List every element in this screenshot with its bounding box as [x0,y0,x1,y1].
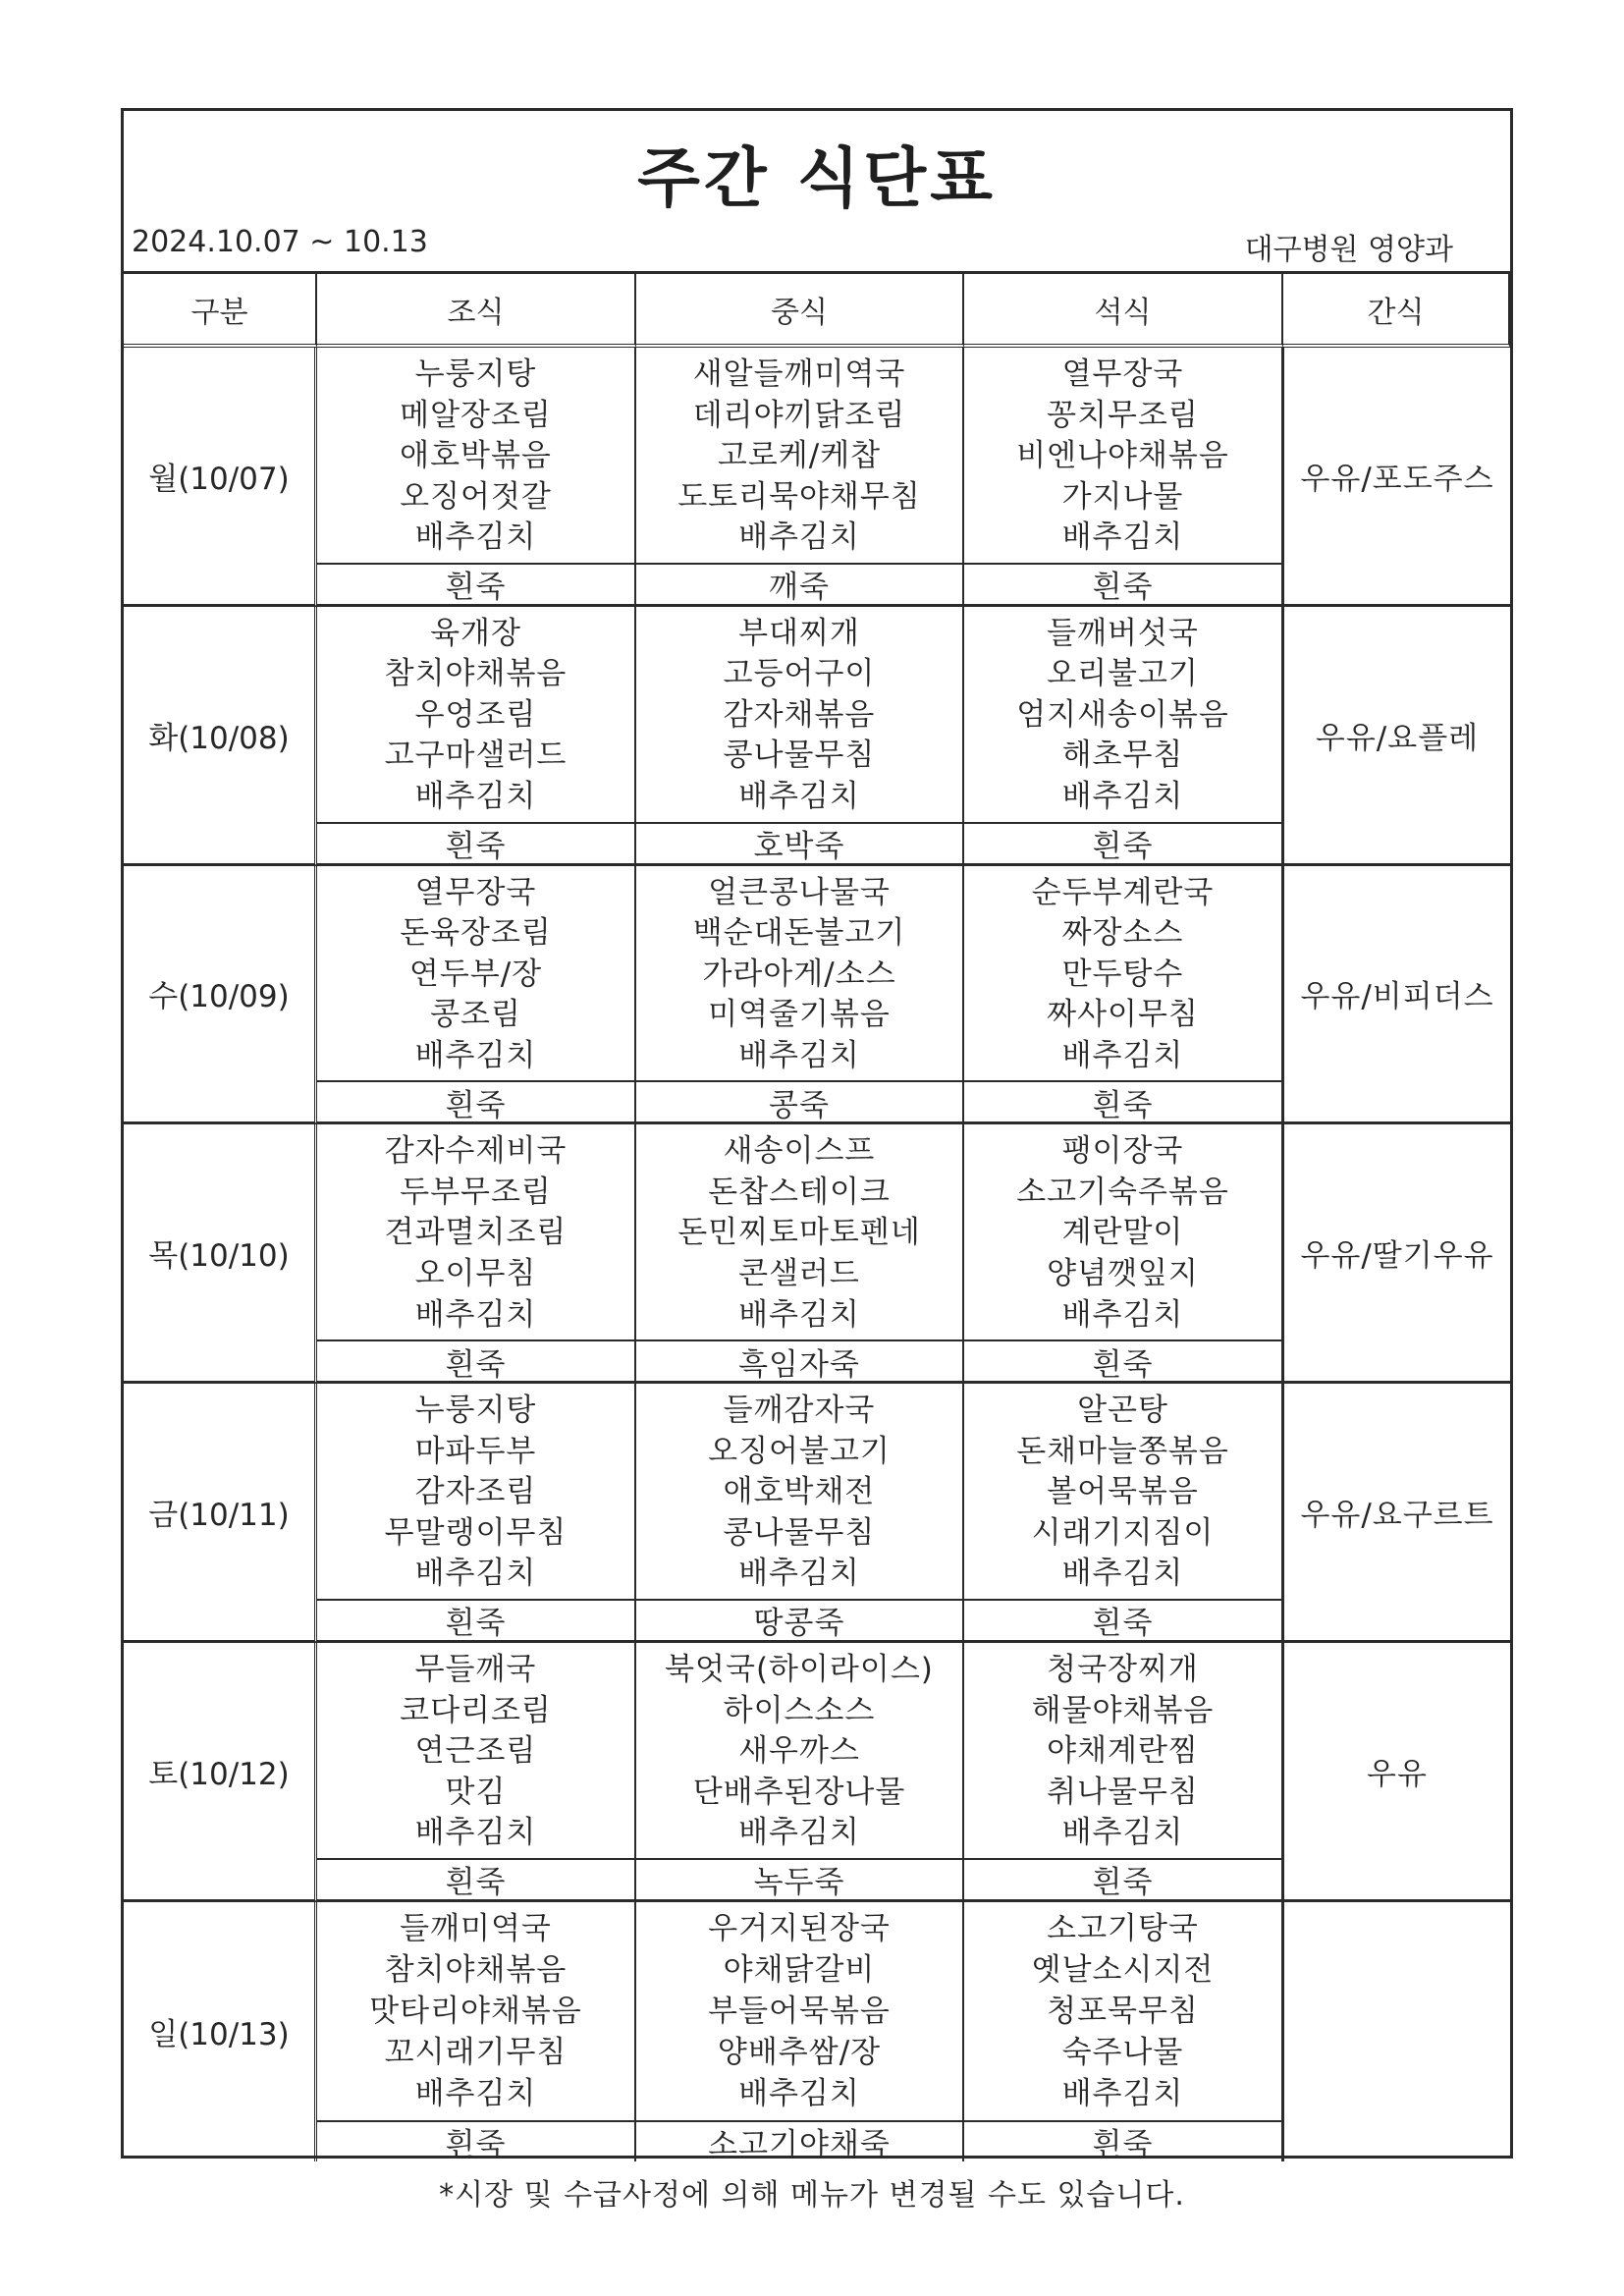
menu-item: 가라아게/소스 [702,956,896,992]
menu-item: 콩조림 [430,997,521,1033]
porridge-item: 호박죽 [636,822,962,863]
menu-item: 소고기숙주볶음 [1016,1174,1229,1210]
menu-item: 새알들깨미역국 [692,356,906,392]
breakfast-items [317,607,634,822]
breakfast-items [317,1124,634,1339]
menu-item: 연근조림 [414,1733,537,1770]
menu-item: 데리야끼닭조림 [692,397,906,433]
menu-item: 오징어불고기 [708,1433,891,1469]
dinner-cell [964,1902,1283,2161]
breakfast-cell [317,1643,636,1902]
menu-item: 감자조림 [414,1474,537,1510]
porridge-item: 흰죽 [964,563,1281,604]
footnote: *시장 및 수급사정에 의해 메뉴가 변경될 수도 있습니다. [439,2178,1185,2213]
menu-item: 비엔나야채볶음 [1016,438,1229,474]
menu-item: 배추김치 [414,778,537,814]
menu-item: 코다리조림 [400,1692,552,1728]
menu-item: 야채닭갈비 [723,1952,876,1989]
menu-item: 참치야채볶음 [384,1952,568,1989]
menu-item: 돈채마늘쫑볶음 [1016,1433,1229,1469]
menu-item: 부대찌개 [738,615,860,651]
menu-item: 도토리묵야채무침 [677,478,921,515]
menu-item: 오리불고기 [1047,656,1199,692]
menu-item: 육개장 [430,615,521,651]
menu-item: 배추김치 [738,1815,860,1851]
lunch-items [636,1643,962,1858]
snack-cell: 우유/비피더스 [1283,866,1510,1125]
menu-item: 배추김치 [1061,778,1184,814]
menu-item: 양념깻잎지 [1047,1256,1199,1292]
porridge-item: 소고기야채죽 [636,2120,962,2161]
menu-item: 무말랭이무침 [384,1514,568,1551]
menu-item: 알곤탕 [1077,1393,1168,1429]
porridge-item: 흰죽 [317,563,634,604]
breakfast-items [317,1384,634,1599]
menu-item: 새우까스 [738,1733,860,1770]
menu-item: 들깨감자국 [723,1393,876,1429]
menu-item: 배추김치 [1061,1037,1184,1073]
menu-item: 배추김치 [738,1296,860,1333]
porridge-item: 흰죽 [317,1858,634,1899]
day-label: 금(10/11) [124,1384,317,1643]
dinner-items [964,348,1281,563]
dinner-items [964,1643,1281,1858]
dinner-cell [964,866,1283,1125]
snack-cell: 우유/요구르트 [1283,1384,1510,1643]
menu-item: 콩나물무침 [723,1514,876,1551]
menu-item: 돈찹스테이크 [708,1174,891,1210]
menu-item: 배추김치 [1061,1815,1184,1851]
menu-item: 배추김치 [738,778,860,814]
menu-item: 짜장소스 [1061,915,1184,952]
porridge-item: 녹두죽 [636,1858,962,1899]
menu-item: 청국장찌개 [1047,1651,1199,1687]
breakfast-cell [317,348,636,607]
breakfast-cell [317,866,636,1125]
porridge-item: 흰죽 [964,1599,1281,1640]
porridge-item: 흰죽 [317,1080,634,1121]
menu-item: 돈육장조림 [400,915,552,952]
dinner-cell [964,607,1283,866]
menu-item: 옛날소시지전 [1031,1952,1215,1989]
menu-item: 배추김치 [414,1815,537,1851]
menu-item: 배추김치 [414,2076,537,2112]
menu-item: 들깨버섯국 [1047,615,1199,651]
breakfast-cell [317,1124,636,1384]
menu-item: 해물야채볶음 [1031,1692,1215,1728]
menu-item: 배추김치 [1061,2076,1184,2112]
period-label: 2024.10.07 ~ 10.13 [132,225,428,259]
lunch-items [636,1384,962,1599]
menu-item: 열무장국 [1061,356,1184,392]
menu-table [124,271,1510,2163]
menu-item: 볼어묵볶음 [1047,1474,1199,1510]
menu-item: 얼큰콩나물국 [708,874,891,910]
menu-item: 야채계란찜 [1047,1733,1199,1770]
porridge-item: 흰죽 [317,1339,634,1381]
day-label: 목(10/10) [124,1124,317,1384]
menu-item: 누룽지탕 [414,356,537,392]
menu-item: 누룽지탕 [414,1393,537,1429]
menu-item: 배추김치 [414,519,537,556]
breakfast-items [317,1643,634,1858]
lunch-cell [636,866,964,1125]
lunch-cell [636,348,964,607]
dinner-cell [964,1643,1283,1902]
porridge-item: 흰죽 [317,1599,634,1640]
menu-item: 북엇국(하이라이스) [665,1651,934,1687]
menu-item: 백순대돈불고기 [692,915,906,952]
day-label: 화(10/08) [124,607,317,866]
menu-item: 애호박볶음 [400,438,552,474]
lunch-cell [636,1902,964,2161]
department-label: 대구병원 영양과 [1244,233,1453,267]
menu-item: 배추김치 [1061,1556,1184,1592]
menu-item: 배추김치 [1061,1296,1184,1333]
menu-item: 무들깨국 [414,1651,537,1687]
page-title: 주간 식단표 [637,140,997,216]
breakfast-cell [317,1902,636,2161]
menu-item: 순두부계란국 [1031,874,1215,910]
header-dinner: 석식 [964,274,1283,348]
day-label: 수(10/09) [124,866,317,1125]
porridge-item: 흰죽 [317,2120,634,2161]
breakfast-items [317,1902,634,2120]
dinner-cell [964,1124,1283,1384]
menu-item: 배추김치 [414,1037,537,1073]
lunch-cell [636,1384,964,1643]
breakfast-items [317,866,634,1081]
menu-item: 가지나물 [1061,478,1184,515]
dinner-cell [964,348,1283,607]
menu-item: 해초무침 [1061,738,1184,774]
snack-cell [1283,1902,1510,2161]
lunch-items [636,348,962,563]
menu-item: 두부무조림 [400,1174,552,1210]
menu-item: 맛타리야채볶음 [369,1994,582,2030]
day-label: 토(10/12) [124,1643,317,1902]
porridge-item: 흰죽 [964,1080,1281,1121]
menu-item: 부들어묵볶음 [708,1994,891,2030]
menu-item: 돈민찌토마토펜네 [677,1215,921,1251]
menu-item: 들깨미역국 [400,1911,552,1947]
menu-item: 메알장조림 [400,397,552,433]
menu-item: 단배추된장나물 [692,1774,906,1810]
snack-cell: 우유/포도주스 [1283,348,1510,607]
menu-item: 연두부/장 [408,956,543,992]
menu-item: 우엉조림 [414,696,537,733]
menu-item: 고로케/케찹 [717,438,882,474]
dinner-cell [964,1384,1283,1643]
menu-item: 소고기탕국 [1047,1911,1199,1947]
lunch-items [636,1124,962,1339]
lunch-items [636,1902,962,2120]
menu-item: 참치야채볶음 [384,656,568,692]
menu-item: 콩나물무침 [723,738,876,774]
menu-item: 하이스소스 [723,1692,876,1728]
breakfast-cell [317,1384,636,1643]
menu-item: 양배추쌈/장 [717,2035,882,2071]
dinner-items [964,1384,1281,1599]
porridge-item: 흰죽 [317,822,634,863]
menu-item: 숙주나물 [1061,2035,1184,2071]
menu-item: 배추김치 [414,1296,537,1333]
menu-item: 배추김치 [738,1037,860,1073]
porridge-item: 흰죽 [964,822,1281,863]
menu-item: 미역줄기볶음 [708,997,891,1033]
menu-item: 취나물무침 [1047,1774,1199,1810]
menu-item: 팽이장국 [1061,1133,1184,1170]
dinner-items [964,866,1281,1081]
porridge-item: 흑임자죽 [636,1339,962,1381]
header-lunch: 중식 [636,274,964,348]
menu-item: 엄지새송이볶음 [1016,696,1229,733]
menu-item: 새송이스프 [723,1133,876,1170]
menu-item: 고등어구이 [723,656,876,692]
menu-item: 꽁치무조림 [1047,397,1199,433]
snack-cell: 우유 [1283,1643,1510,1902]
header-category: 구분 [124,274,317,348]
porridge-item: 땅콩죽 [636,1599,962,1640]
menu-item: 견과멸치조림 [384,1215,568,1251]
menu-item: 애호박채전 [723,1474,876,1510]
lunch-items [636,607,962,822]
menu-item: 배추김치 [738,519,860,556]
menu-item: 콘샐러드 [738,1256,860,1292]
dinner-items [964,607,1281,822]
menu-item: 열무장국 [414,874,537,910]
porridge-item: 흰죽 [964,2120,1281,2161]
menu-item: 오이무침 [414,1256,537,1292]
porridge-item: 깨죽 [636,563,962,604]
porridge-item: 흰죽 [964,1858,1281,1899]
menu-item: 꼬시래기무침 [384,2035,568,2071]
porridge-item: 흰죽 [964,1339,1281,1381]
lunch-cell [636,1643,964,1902]
menu-sheet [121,108,1513,2163]
menu-item: 오징어젓갈 [400,478,552,515]
breakfast-cell [317,607,636,866]
snack-cell: 우유/요플레 [1283,607,1510,866]
menu-item: 계란말이 [1061,1215,1184,1251]
day-label: 월(10/07) [124,348,317,607]
dinner-items [964,1124,1281,1339]
menu-item: 배추김치 [738,2076,860,2112]
menu-item: 감자수제비국 [384,1133,568,1170]
lunch-cell [636,1124,964,1384]
menu-item: 시래기지짐이 [1031,1514,1215,1551]
header-breakfast: 조식 [317,274,636,348]
menu-item: 청포묵무침 [1047,1994,1199,2030]
menu-item: 배추김치 [414,1556,537,1592]
dinner-items [964,1902,1281,2120]
menu-item: 배추김치 [738,1556,860,1592]
menu-item: 우거지된장국 [708,1911,891,1947]
menu-item: 만두탕수 [1061,956,1184,992]
snack-cell: 우유/딸기우유 [1283,1124,1510,1384]
menu-item: 감자채볶음 [723,696,876,733]
day-label: 일(10/13) [124,1902,317,2161]
menu-item: 맛김 [445,1774,507,1810]
menu-item: 짜사이무침 [1047,997,1199,1033]
lunch-items [636,866,962,1081]
menu-item: 고구마샐러드 [384,738,568,774]
menu-item: 마파두부 [414,1433,537,1469]
header-snack: 간식 [1283,274,1510,348]
lunch-cell [636,607,964,866]
breakfast-items [317,348,634,563]
porridge-item: 콩죽 [636,1080,962,1121]
menu-item: 배추김치 [1061,519,1184,556]
